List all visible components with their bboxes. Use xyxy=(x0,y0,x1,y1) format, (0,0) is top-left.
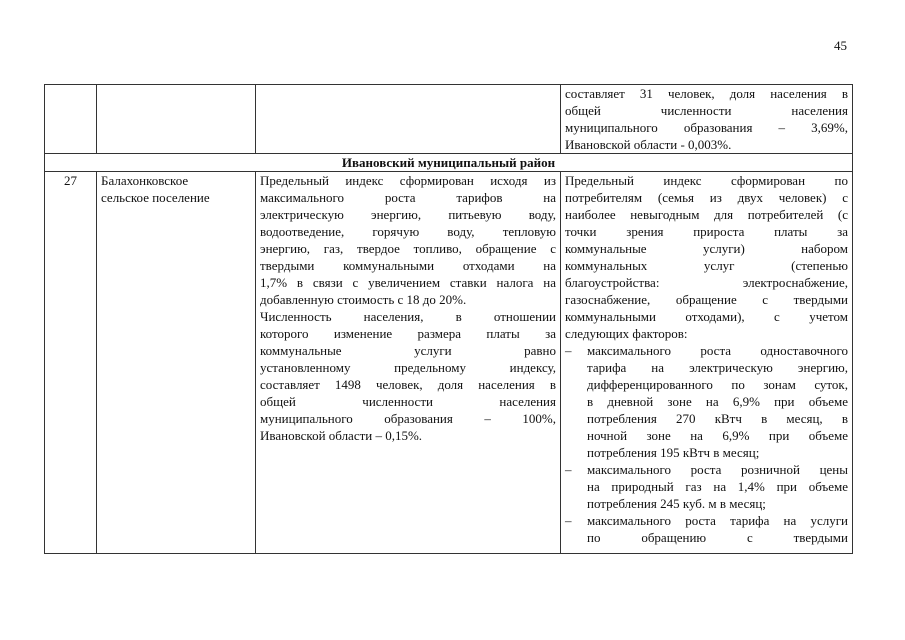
text-line: следующих факторов: xyxy=(565,326,688,341)
text-line: твердыми коммунальными отходами на xyxy=(260,258,556,273)
text-line: точки зрения прироста платы за xyxy=(565,224,848,239)
text-line: электрическую энергию, питьевую воду, xyxy=(260,207,556,222)
text-line: максимального роста одноставочного xyxy=(587,343,848,358)
index-description xyxy=(256,172,561,554)
text-line: потребления 195 кВтч в месяц; xyxy=(587,445,760,460)
text-line: по обращению с твердыми xyxy=(587,530,848,545)
index-paragraph-2 xyxy=(260,308,556,444)
cont-cell-settlement xyxy=(97,85,256,154)
text-line: коммунальные услуги) набором xyxy=(565,241,848,256)
index-paragraph-1 xyxy=(260,172,556,308)
list-item xyxy=(565,512,848,546)
cont-cell-number xyxy=(45,85,97,154)
text-line: потребления 245 куб. м в месяц; xyxy=(587,496,766,511)
text-line: ночной зоне на 6,9% при объеме xyxy=(587,428,848,443)
text-line: составляет 31 человек, доля населения в xyxy=(565,86,848,101)
factors-description xyxy=(561,172,853,554)
text-line: потребления 270 кВтч в месяц, в xyxy=(587,411,848,426)
text-line: потребителям (семья из двух человек) с xyxy=(565,190,848,205)
page-number: 45 xyxy=(834,38,847,53)
factors-intro xyxy=(565,172,848,342)
section-title: Ивановский муниципальный район xyxy=(45,154,853,172)
dash-bullet: – xyxy=(565,513,572,528)
text-line: Предельный индекс сформирован по xyxy=(565,173,848,188)
text-line: добавленную стоимость с 18 до 20%. xyxy=(260,292,467,307)
factors-list xyxy=(565,342,848,546)
settlement-name xyxy=(97,172,256,554)
settlement-row xyxy=(45,172,853,554)
text-line: энергию, газ, твердое топливо, обращение с xyxy=(260,241,556,256)
text-line: наиболее невыгодным для потребителей (с xyxy=(565,207,848,222)
text-line: максимального роста розничной цены xyxy=(587,462,848,477)
text-line: 1,7% в связи с увеличением ставки налога на xyxy=(260,275,556,290)
text-line: муниципального образования – 3,69%, xyxy=(565,120,848,135)
text-line: Численность населения, в отношении xyxy=(260,309,556,324)
text-line: коммунальных услуг (степенью xyxy=(565,258,848,273)
text-line: сельское поселение xyxy=(101,190,210,205)
text-line: установленному предельному индексу, xyxy=(260,360,556,375)
text-line: водоотведение, горячую воду, тепловую xyxy=(260,224,556,239)
dash-bullet: – xyxy=(565,462,572,477)
text-line: Ивановской области – 0,15%. xyxy=(260,428,423,443)
text-line: коммунальные услуги равно xyxy=(260,343,556,358)
cont-cell-index xyxy=(256,85,561,154)
continued-row xyxy=(45,85,853,154)
list-item xyxy=(565,342,848,461)
text-line: в дневной зоне на 6,9% при объеме xyxy=(587,394,848,409)
text-line: Балахонковское xyxy=(101,173,189,188)
text-line: которого изменение размера платы за xyxy=(260,326,556,341)
row-number: 27 xyxy=(45,172,97,554)
text-line: на природный газ на 1,4% при объеме xyxy=(587,479,848,494)
text-line: дифференцированного по зонам суток, xyxy=(587,377,848,392)
cont-cell-factors xyxy=(561,85,853,154)
text-line: газоснабжение, обращение с твердыми xyxy=(565,292,848,307)
text-line: Ивановской области - 0,003%. xyxy=(565,137,732,152)
list-item xyxy=(565,461,848,512)
text-line: Предельный индекс сформирован исходя из xyxy=(260,173,556,188)
tariff-table xyxy=(44,84,853,554)
text-line: тарифа на электрическую энергию, xyxy=(587,360,848,375)
text-line: максимального роста тарифов на xyxy=(260,190,556,205)
text-line: общей численности населения xyxy=(565,103,848,118)
text-line: максимального роста тарифа на услуги xyxy=(587,513,848,528)
text-line: составляет 1498 человек, доля населения в xyxy=(260,377,556,392)
section-row xyxy=(45,154,853,172)
text-line: муниципального образования – 100%, xyxy=(260,411,556,426)
dash-bullet: – xyxy=(565,343,572,358)
text-line: благоустройства: электроснабжение, xyxy=(565,275,848,290)
text-line: коммунальными отходами), с учетом xyxy=(565,309,848,324)
text-line: общей численности населения xyxy=(260,394,556,409)
